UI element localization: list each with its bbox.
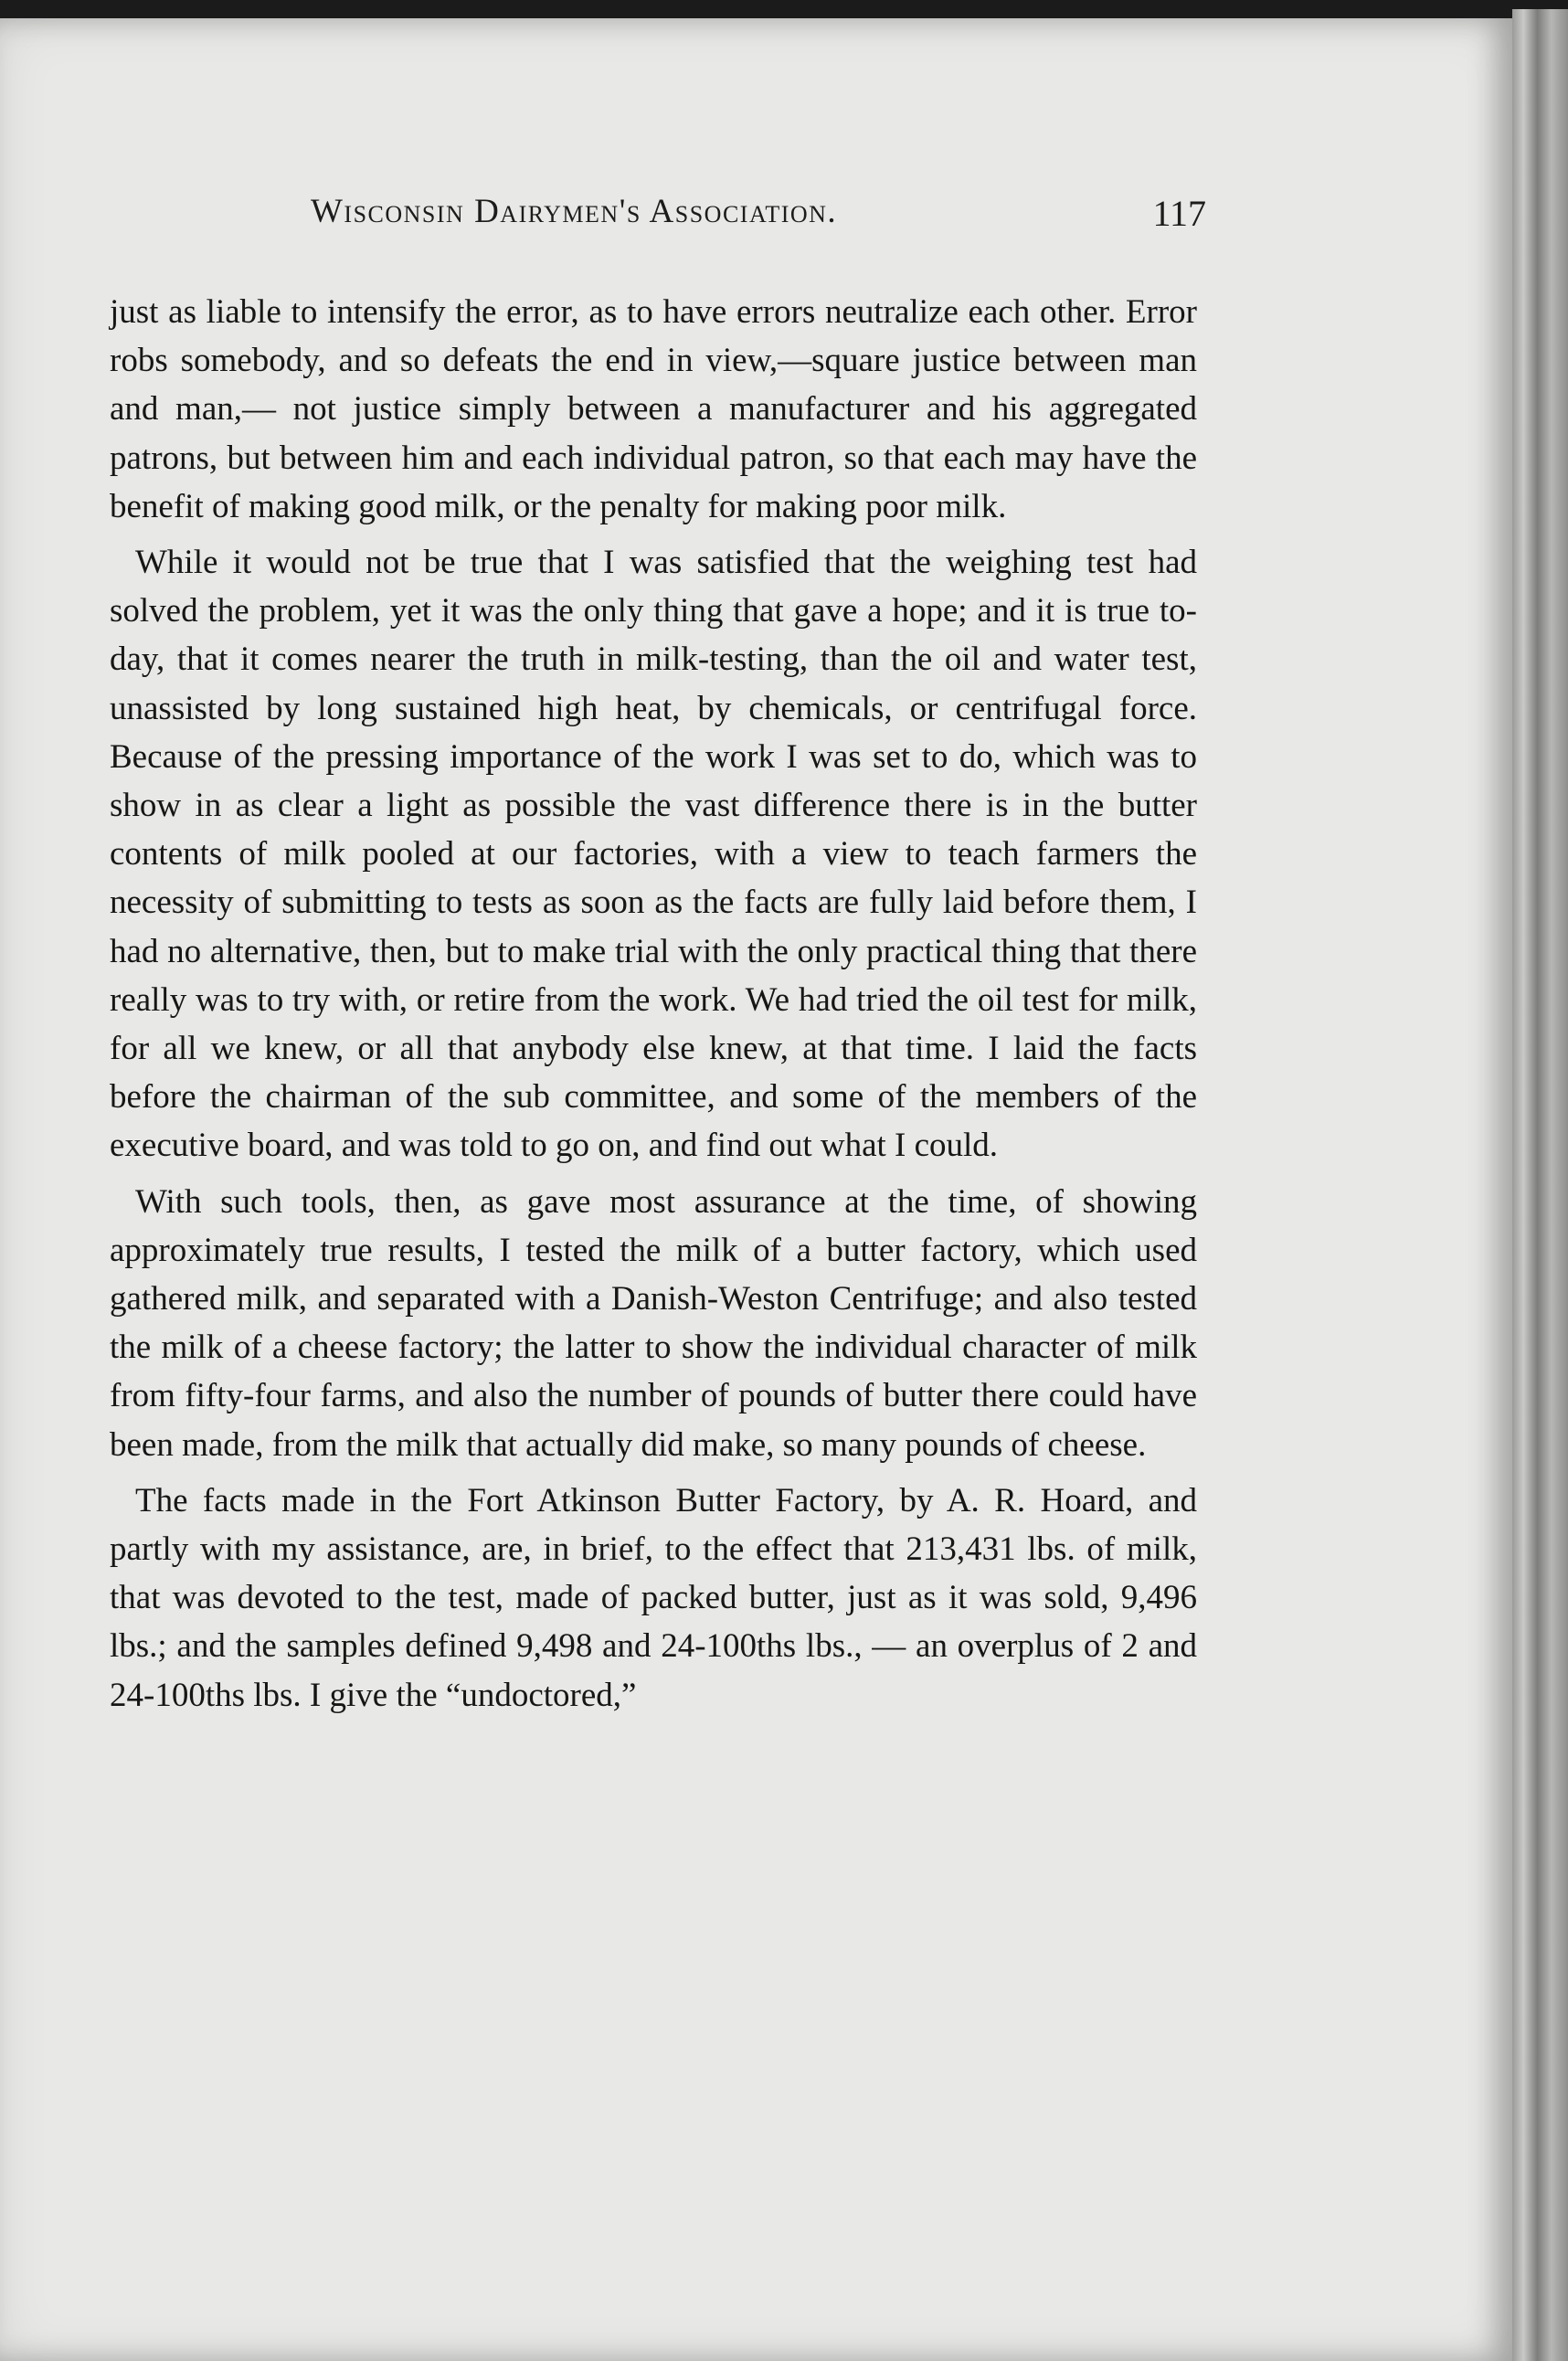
book-page-edge [1512,9,1568,2361]
page-header [101,192,1206,256]
body-text [110,288,1197,1727]
paragraph: The facts made in the Fort Atkinson Butter Factory, by A. R. Hoard, and partly with my assistance, are, in brief, to the effect that 213,431 lbs. of milk, that was devoted to the test, made of packed butter, just as it was sold, 9,496 lbs.; and the samples defined 9,498 and 24-100ths lbs., — an overplus of 2 and 24-100ths lbs. I give the “undoctored,” [110,1481,1197,1714]
paragraph-continued: just as liable to intensify the error, as to have errors neutralize each other. Error robs somebody, and so defeats the end in view,—square justice between man and man,— not justice simply between a manufacturer and his aggregated patrons, but between him and each individual patron, so that each may have the benefit of making good milk, or the penalty for making poor milk. [110,293,1197,525]
running-head: Wisconsin Dairymen's Association. [311,193,838,230]
page-number: 117 [1152,193,1206,234]
paragraph: While it would not be true that I was satisfied that the weighing test had solved the problem, yet it was the only thing that gave a hope; and it is true to-day, that it comes nearer the truth in milk-testing, than the oil and water test, unassisted by long sustained high heat, by chemicals, or centrifugal force. Because of the pressing importance of the work I was set to do, which was to show in as clear a light as possible the vast difference there is in the butter contents of milk pooled at our factories, with a view to teach farmers the necessity of submitting to tests as soon as the facts are fully laid before them, I had no alternative, then, but to make trial with the only practical thing that there really was to try with, or retire from the work. We had tried the oil test for milk, for all we knew, or all that anybody else knew, at that time. I laid the facts before the chairman of the sub committee, and some of the members of the executive board, and was told to go on, and find out what I could. [110,544,1197,1165]
book-page [0,18,1512,2361]
paragraph: With such tools, then, as gave most assurance at the time, of showing approximately true results, I tested the milk of a butter factory, which used gathered milk, and separated with a Danish-Weston Centrifuge; and also tested the milk of a cheese factory; the latter to show the individual character of milk from fifty-four farms, and also the number of pounds of butter there could have been made, from the milk that actually did make, so many pounds of cheese. [110,1182,1197,1464]
